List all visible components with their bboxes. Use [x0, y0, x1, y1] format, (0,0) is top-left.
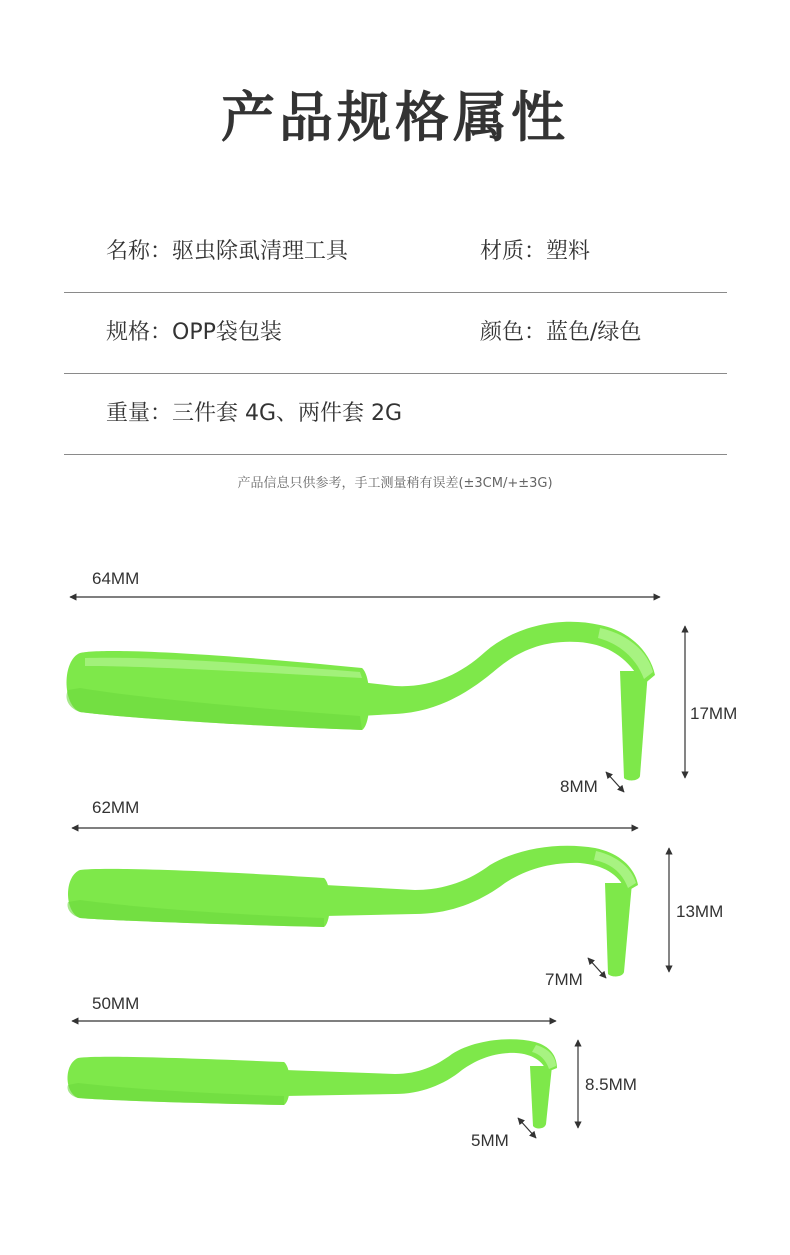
hook-shaft-medium — [325, 846, 638, 916]
spec-packaging: 规格：OPP袋包装 — [106, 320, 282, 345]
hook-medium — [68, 828, 670, 978]
disclaimer: 产品信息只供参考，手工测量稍有误差(±3CM/+±3G) — [237, 476, 553, 491]
hook-tip-medium — [605, 883, 632, 976]
page-title: 产品规格属性 — [221, 86, 569, 149]
tip-label-medium: 7MM — [545, 970, 583, 989]
spec-row — [64, 212, 727, 293]
tip-label-small: 5MM — [471, 1131, 509, 1150]
height-label-large: 17MM — [690, 704, 738, 723]
length-label-large: 64MM — [92, 569, 140, 588]
tip-arrow-medium — [588, 958, 606, 978]
hook-tip-large — [620, 671, 648, 780]
spec-row — [64, 293, 727, 374]
hook-tip-small — [530, 1066, 552, 1128]
spec-weight: 重量：三件套 4G、两件套 2G — [106, 401, 403, 426]
tip-label-large: 8MM — [560, 777, 598, 796]
spec-table — [64, 212, 727, 455]
hook-shaft-small — [285, 1039, 557, 1096]
spec-color: 颜色：蓝色/绿色 — [480, 320, 642, 345]
hooks-illustration — [0, 540, 790, 1240]
product-figure — [0, 540, 790, 1240]
length-label-small: 50MM — [92, 994, 140, 1013]
height-label-medium: 13MM — [676, 902, 724, 921]
hook-large — [67, 597, 686, 792]
tip-arrow-large — [606, 772, 624, 792]
height-label-small: 8.5MM — [585, 1075, 637, 1094]
spec-row — [64, 374, 727, 455]
spec-name: 名称：驱虫除虱清理工具 — [106, 239, 349, 264]
hook-small — [67, 1021, 578, 1138]
spec-material: 材质：塑料 — [480, 239, 591, 264]
length-label-medium: 62MM — [92, 798, 140, 817]
